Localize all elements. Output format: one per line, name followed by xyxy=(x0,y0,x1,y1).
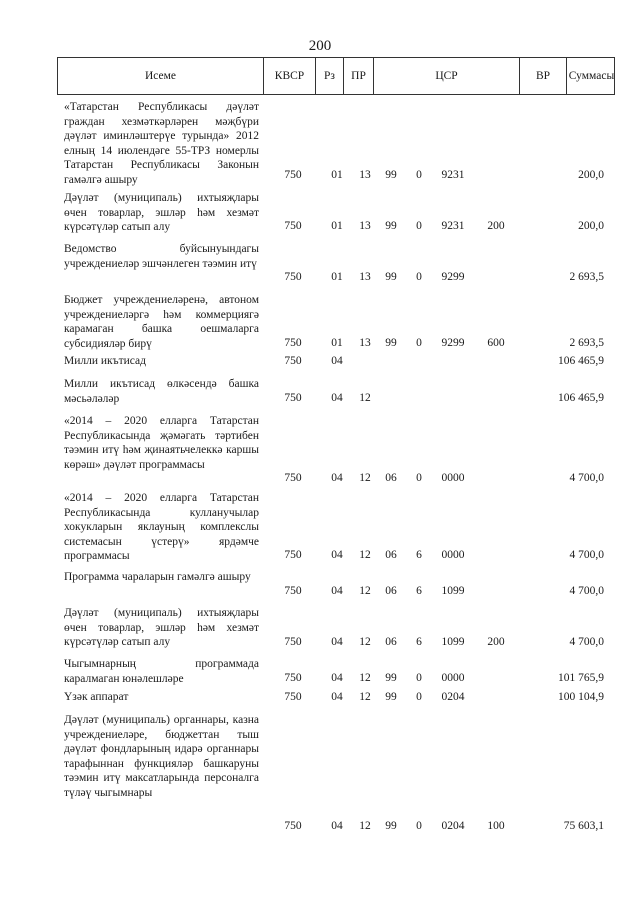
row-csr-subprogram: 6 xyxy=(416,549,422,561)
row-csr-program: 06 xyxy=(385,636,397,648)
row-csr-direction: 9299 xyxy=(441,337,465,349)
row-kvsr: 750 xyxy=(284,392,302,404)
row-description: Милли икътисад өлкәсендә башка мәсьәләләр xyxy=(64,378,259,405)
row-rz: 01 xyxy=(331,169,343,181)
row-csr-direction: 0204 xyxy=(441,820,465,832)
row-description: Чыгымнарның программада каралмаган юнәлешләре xyxy=(64,658,259,685)
row-kvsr: 750 xyxy=(284,220,302,232)
header-name: Исеме xyxy=(58,58,264,94)
table-row xyxy=(0,354,640,368)
row-csr-program: 99 xyxy=(385,820,397,832)
row-kvsr: 750 xyxy=(284,636,302,648)
row-kvsr: 750 xyxy=(284,169,302,181)
row-csr-program: 99 xyxy=(385,169,397,181)
row-csr-direction: 1099 xyxy=(441,636,465,648)
row-csr-subprogram: 0 xyxy=(416,691,422,703)
row-sum: 4 700,0 xyxy=(569,636,604,648)
row-rz: 04 xyxy=(331,549,343,561)
row-sum: 200,0 xyxy=(578,169,604,181)
row-kvsr: 750 xyxy=(284,355,302,367)
header-pr: ПР xyxy=(344,58,374,94)
row-csr-direction: 0000 xyxy=(441,672,465,684)
row-sum: 106 465,9 xyxy=(558,392,604,404)
row-pr: 12 xyxy=(359,585,371,597)
row-sum: 2 693,5 xyxy=(569,337,604,349)
row-sum: 2 693,5 xyxy=(569,271,604,283)
row-pr: 13 xyxy=(359,337,371,349)
row-csr-program: 99 xyxy=(385,271,397,283)
table-row xyxy=(0,713,640,833)
row-rz: 04 xyxy=(331,691,343,703)
row-sum: 4 700,0 xyxy=(569,472,604,484)
row-kvsr: 750 xyxy=(284,820,302,832)
table-row xyxy=(0,657,640,685)
row-pr: 13 xyxy=(359,169,371,181)
row-kvsr: 750 xyxy=(284,672,302,684)
row-pr: 12 xyxy=(359,549,371,561)
row-csr-program: 99 xyxy=(385,220,397,232)
row-sum: 200,0 xyxy=(578,220,604,232)
row-csr-direction: 1099 xyxy=(441,585,465,597)
row-csr-program: 99 xyxy=(385,672,397,684)
header-vr: ВР xyxy=(520,58,567,94)
row-pr: 12 xyxy=(359,472,371,484)
table-row xyxy=(0,414,640,485)
row-sum: 4 700,0 xyxy=(569,585,604,597)
header-rz: Рз xyxy=(316,58,344,94)
row-description: «2014 – 2020 елларга Татарстан Республикасында җәмәгать тәртибен тәэмин итү һәм җинаятьчелеккә каршы көрәш» дәүләт программасы xyxy=(64,415,259,471)
row-description: Ведомство буйсынуындагы учреждениеләр эшчәнлеген тәэмин итү xyxy=(64,243,259,270)
row-csr-program: 99 xyxy=(385,337,397,349)
row-sum: 75 603,1 xyxy=(563,820,604,832)
table-row xyxy=(0,690,640,704)
row-vr: 600 xyxy=(487,337,505,349)
page-number: 200 xyxy=(308,38,332,54)
row-csr-subprogram: 0 xyxy=(416,672,422,684)
row-csr-subprogram: 0 xyxy=(416,169,422,181)
row-kvsr: 750 xyxy=(284,337,302,349)
table-row xyxy=(0,293,640,350)
row-rz: 01 xyxy=(331,337,343,349)
row-csr-program: 06 xyxy=(385,585,397,597)
row-description: Милли икътисад xyxy=(64,355,146,367)
row-csr-program: 99 xyxy=(385,691,397,703)
row-csr-subprogram: 0 xyxy=(416,271,422,283)
row-csr-program: 06 xyxy=(385,472,397,484)
row-pr: 12 xyxy=(359,691,371,703)
row-rz: 04 xyxy=(331,636,343,648)
row-sum: 100 104,9 xyxy=(558,691,604,703)
table-row xyxy=(0,570,640,598)
header-kvsr: КВСР xyxy=(264,58,316,94)
row-description: Дәүләт (муниципаль) ихтыяҗлары өчен товарлар, эшләр һәм хезмәт күрсәтүләр сатып алу xyxy=(64,192,259,234)
row-vr: 200 xyxy=(487,636,505,648)
row-rz: 04 xyxy=(331,472,343,484)
row-description: Дәүләт (муниципаль) органнары, казна учреждениеләре, бюджеттан тыш дәүләт фондларының идарә органнары тарафыннан функцияләр башкаруны тәэмин итү максатларында персоналга түләү чыгымнары xyxy=(64,714,259,799)
row-csr-direction: 9231 xyxy=(441,220,465,232)
row-description: «Татарстан Республикасы дәүләт граждан хезмәткәрләрен мәҗбүри дәүләт иминләштерүе турында» 2012 елның 14 июлендәге 55-ТРЗ номерлы Татарстан Республикасы Законын гамәлгә ашыру xyxy=(64,101,259,186)
row-sum: 4 700,0 xyxy=(569,549,604,561)
row-csr-subprogram: 0 xyxy=(416,220,422,232)
row-pr: 13 xyxy=(359,220,371,232)
row-csr-subprogram: 0 xyxy=(416,337,422,349)
row-rz: 04 xyxy=(331,672,343,684)
row-csr-program: 06 xyxy=(385,549,397,561)
row-rz: 01 xyxy=(331,220,343,232)
table-row xyxy=(0,377,640,405)
row-kvsr: 750 xyxy=(284,549,302,561)
row-pr: 12 xyxy=(359,392,371,404)
row-pr: 12 xyxy=(359,820,371,832)
row-kvsr: 750 xyxy=(284,472,302,484)
table-row xyxy=(0,491,640,562)
row-kvsr: 750 xyxy=(284,585,302,597)
row-vr: 200 xyxy=(487,220,505,232)
row-rz: 04 xyxy=(331,392,343,404)
row-csr-direction: 0204 xyxy=(441,691,465,703)
table-row xyxy=(0,100,640,186)
row-rz: 04 xyxy=(331,820,343,832)
header-csr: ЦСР xyxy=(374,58,520,94)
row-description: Бюджет учреждениеләренә, автоном учреждениеләргә һәм коммерциягә карамаган башка оешмаларга субсидияләр бирү xyxy=(64,294,259,350)
row-csr-subprogram: 6 xyxy=(416,636,422,648)
row-rz: 04 xyxy=(331,585,343,597)
header-sum: Суммасы xyxy=(568,70,615,82)
row-csr-subprogram: 6 xyxy=(416,585,422,597)
row-csr-direction: 9299 xyxy=(441,271,465,283)
row-vr: 100 xyxy=(487,820,505,832)
row-description: Үзәк аппарат xyxy=(64,691,129,703)
row-pr: 13 xyxy=(359,271,371,283)
table-header xyxy=(57,57,615,95)
row-sum: 106 465,9 xyxy=(558,355,604,367)
row-csr-direction: 0000 xyxy=(441,472,465,484)
row-csr-direction: 9231 xyxy=(441,169,465,181)
row-kvsr: 750 xyxy=(284,271,302,283)
row-kvsr: 750 xyxy=(284,691,302,703)
row-rz: 04 xyxy=(331,355,343,367)
table-row xyxy=(0,191,640,233)
row-description: Программа чараларын гамәлгә ашыру xyxy=(64,571,251,583)
row-pr: 12 xyxy=(359,636,371,648)
table-row xyxy=(0,242,640,284)
row-description: «2014 – 2020 елларга Татарстан Республикасында кулланучылар хокукларын яклауның комплекслы системасын үстерү» ярдәмче программасы xyxy=(64,492,259,563)
row-csr-subprogram: 0 xyxy=(416,820,422,832)
row-sum: 101 765,9 xyxy=(558,672,604,684)
row-csr-subprogram: 0 xyxy=(416,472,422,484)
row-csr-direction: 0000 xyxy=(441,549,465,561)
row-rz: 01 xyxy=(331,271,343,283)
row-description: Дәүләт (муниципаль) ихтыяҗлары өчен товарлар, эшләр һәм хезмәт күрсәтүләр сатып алу xyxy=(64,607,259,649)
row-pr: 12 xyxy=(359,672,371,684)
table-row xyxy=(0,606,640,649)
